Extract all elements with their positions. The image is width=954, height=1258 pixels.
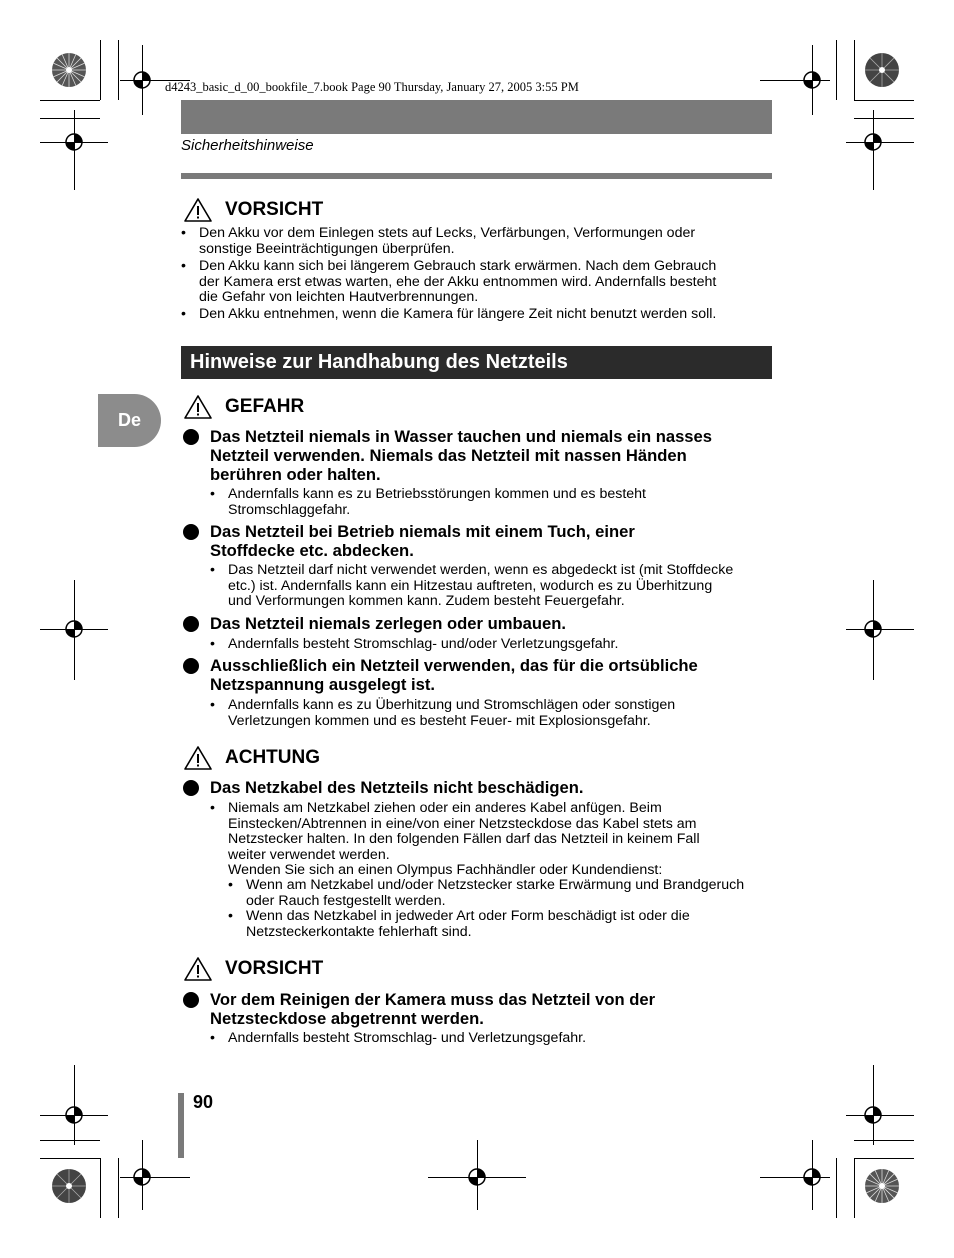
bullet: •	[181, 258, 186, 274]
color-rosette-icon	[864, 52, 900, 88]
warning-triangle-icon	[183, 394, 213, 420]
page-number: 90	[193, 1092, 214, 1112]
list-item: • Wenn am Netzkabel und/oder Netzstecker starke Erwärmung und Brandgeruch oder Rauch festgestellt werden.	[228, 877, 745, 909]
warning-triangle-icon	[183, 956, 213, 982]
registration-mark-icon	[62, 130, 86, 154]
bullet: •	[210, 486, 215, 502]
list-item: • Das Netzteil darf nicht verwendet werden, wenn es abgedeckt ist (mit Stoffdecke etc.) ist. Andernfalls kann ein Hitzestau auftreten, wodurch es zu Überhitzung und Verformungen kommen kann. Zudem besteht Feuergefahr.	[210, 562, 734, 610]
list-item: • Andernfalls besteht Stromschlag- und/oder Verletzungsgefahr.	[210, 636, 619, 652]
page-number-bar	[178, 1093, 184, 1158]
gefahr-heading-text: GEFAHR	[225, 396, 305, 417]
bold-bullet: Das Netzkabel des Netzteils nicht beschädigen.	[183, 778, 583, 797]
warning-triangle-icon	[183, 745, 213, 771]
bullet: •	[210, 800, 215, 816]
registration-mark-icon	[465, 1165, 489, 1189]
list-item: • Andernfalls besteht Stromschlag- und Verletzungsgefahr.	[210, 1030, 587, 1046]
list-item: • Andernfalls kann es zu Überhitzung und Stromschlägen oder sonstigen Verletzungen kommen und es besteht Feuer- mit Explosionsgefahr.	[210, 697, 676, 729]
registration-mark-icon	[130, 1165, 154, 1189]
bold-bullet: Das Netzteil bei Betrieb niemals mit einem Tuch, einer Stoffdecke etc. abdecken.	[183, 522, 635, 560]
header-bar	[181, 100, 772, 134]
list-item: • Niemals am Netzkabel ziehen oder ein anderes Kabel anfügen. Beim Einstecken/Abtrennen in eine/von einer Netzsteckdose das Kabel stets am Netzstecker halten. In den folgenden Fällen darf das Netzteil in keinem Fall weiter verwendet werden. Wenden Sie sich an einen Olympus Fachhändler oder Kundendienst:	[210, 800, 700, 879]
list-item: • Den Akku kann sich bei längerem Gebrauch stark erwärmen. Nach dem Gebrauch der Kamera erst etwas warten, ehe der Akku entnommen wird. Andernfalls besteht die Gefahr von leichten Hautverbrennungen.	[181, 258, 717, 306]
registration-mark-icon	[62, 617, 86, 641]
achtung-heading	[183, 745, 320, 771]
list-item: • Den Akku entnehmen, wenn die Kamera für längere Zeit nicht benutzt werden soll.	[181, 306, 717, 322]
bullet-disc	[183, 658, 199, 674]
bullet: •	[210, 1030, 215, 1046]
color-rosette-icon	[51, 52, 87, 88]
registration-mark-icon	[62, 1103, 86, 1127]
gefahr-heading	[183, 394, 304, 420]
vorsicht-heading	[183, 197, 323, 223]
list-item: • Den Akku vor dem Einlegen stets auf Lecks, Verfärbungen, Verformungen oder sonstige Beeinträchtigungen überprüfen.	[181, 225, 696, 257]
bullet-disc	[183, 429, 199, 445]
registration-mark-icon	[861, 617, 885, 641]
section-name: Sicherheitshinweise	[181, 137, 314, 154]
bullet-disc	[183, 780, 199, 796]
bold-bullet: Vor dem Reinigen der Kamera muss das Netzteil von der Netzsteckdose abgetrennt werden.	[183, 990, 655, 1028]
bullet: •	[228, 908, 233, 924]
registration-mark-icon	[130, 68, 154, 92]
bold-bullet: Das Netzteil niemals in Wasser tauchen und niemals ein nasses Netzteil verwenden. Niemals das Netzteil mit nassen Händen berühren oder halten.	[183, 427, 712, 484]
registration-mark-icon	[861, 130, 885, 154]
achtung-heading-text: ACHTUNG	[225, 747, 320, 768]
warning-triangle-icon	[183, 197, 213, 223]
color-rosette-icon	[864, 1168, 900, 1204]
color-rosette-icon	[51, 1168, 87, 1204]
list-item: • Wenn das Netzkabel in jedweder Art oder Form beschädigt ist oder die Netzsteckerkontakte fehlerhaft sind.	[228, 908, 690, 940]
language-tab: De	[98, 394, 161, 447]
bullet: •	[210, 562, 215, 578]
print-header: d4243_basic_d_00_bookfile_7.book Page 90 Thursday, January 27, 2005 3:55 PM	[165, 80, 579, 94]
bullet: •	[228, 877, 233, 893]
bullet-disc	[183, 992, 199, 1008]
vorsicht-heading-text: VORSICHT	[225, 958, 324, 979]
registration-mark-icon	[861, 1103, 885, 1127]
bullet: •	[210, 636, 215, 652]
bullet: •	[181, 306, 186, 322]
header-rule	[181, 173, 772, 179]
vorsicht-heading-text: VORSICHT	[225, 199, 324, 220]
bold-bullet: Das Netzteil niemals zerlegen oder umbauen.	[183, 614, 566, 633]
registration-mark-icon	[800, 68, 824, 92]
bullet-disc	[183, 616, 199, 632]
list-item: • Andernfalls kann es zu Betriebsstörungen kommen und es besteht Stromschlaggefahr.	[210, 486, 646, 518]
bold-bullet: Ausschließlich ein Netzteil verwenden, das für die ortsübliche Netzspannung ausgelegt ist.	[183, 656, 698, 694]
section-banner-title: Hinweise zur Handhabung des Netzteils	[190, 351, 568, 373]
vorsicht-heading	[183, 956, 323, 982]
bullet-disc	[183, 524, 199, 540]
bullet: •	[181, 225, 186, 241]
bullet: •	[210, 697, 215, 713]
section-banner	[181, 346, 772, 379]
registration-mark-icon	[800, 1165, 824, 1189]
